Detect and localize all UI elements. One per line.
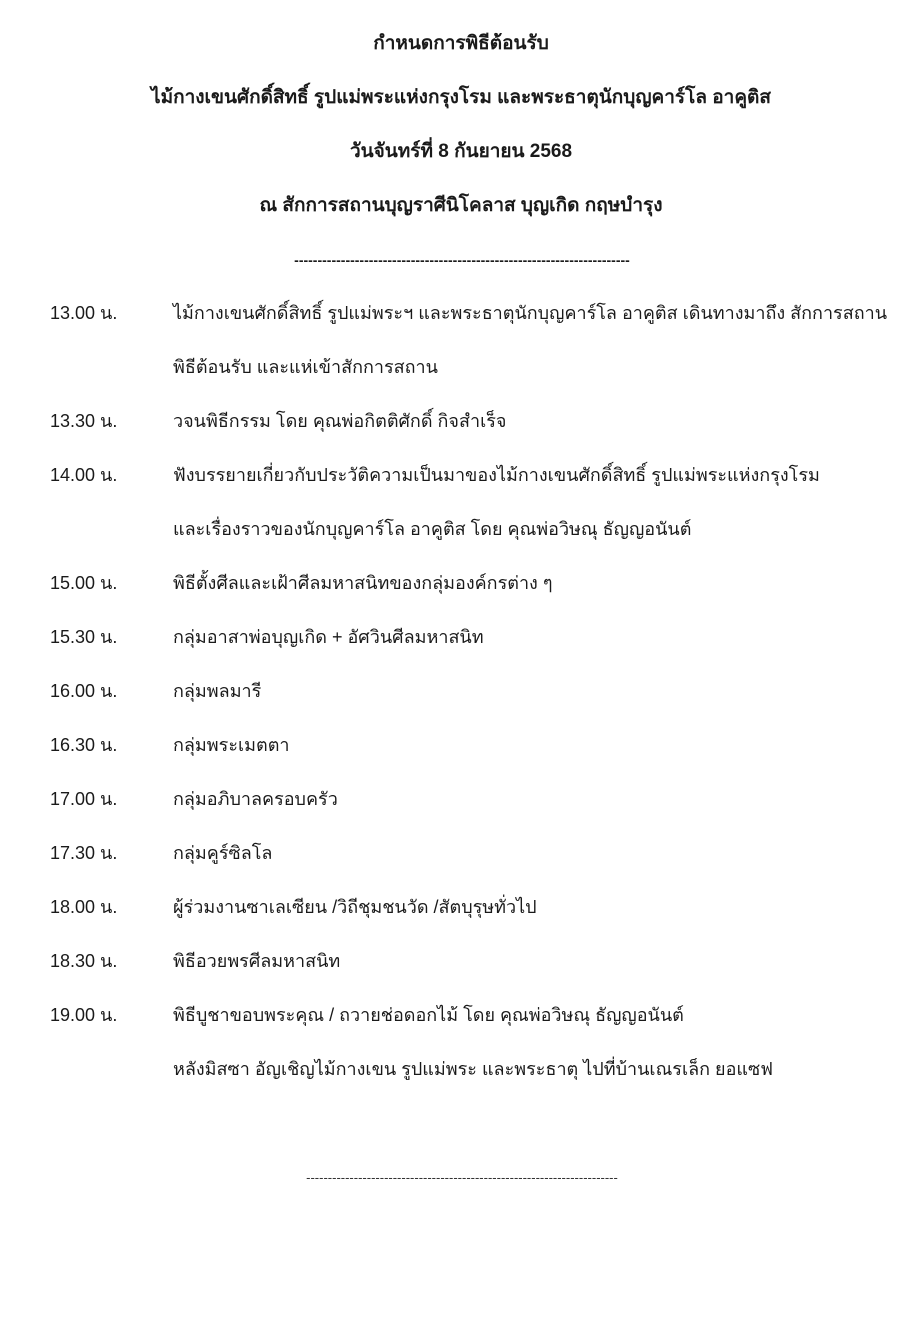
schedule-activity: ไม้กางเขนศักดิ์สิทธิ์ รูปแม่พระฯ และพระธาตุนักบุญคาร์โล อาคูติส เดินทางมาถึง สักการสถาน bbox=[173, 303, 888, 323]
schedule-activity: ผู้ร่วมงานซาเลเซียน /วิถีชุมชนวัด /สัตบุรุษทั่วไป bbox=[173, 897, 537, 917]
footer-divider: ------------------------------------------------------------------------ bbox=[306, 1170, 618, 1185]
document-title: กำหนดการพิธีต้อนรับ bbox=[373, 33, 549, 54]
schedule-activity: กลุ่มพลมารี bbox=[173, 681, 262, 701]
event-venue: ณ สักการสถานบุญราศีนิโคลาส บุญเกิด กฤษบำรุง bbox=[259, 195, 663, 216]
schedule-time: 16.30 น. bbox=[50, 735, 118, 755]
schedule-activity: วจนพิธีกรรม โดย คุณพ่อกิตติศักดิ์ กิจสำเร็จ bbox=[173, 411, 507, 431]
schedule-activity: กลุ่มคูร์ซิลโล bbox=[173, 843, 273, 863]
schedule-time: 16.00 น. bbox=[50, 681, 118, 701]
schedule-activity: กลุ่มอภิบาลครอบครัว bbox=[173, 789, 338, 809]
schedule-activity-continued: หลังมิสซา อัญเชิญไม้กางเขน รูปแม่พระ และพระธาตุ ไปที่บ้านเณรเล็ก ยอแซฟ bbox=[173, 1059, 773, 1079]
schedule-activity: กลุ่มพระเมตตา bbox=[173, 735, 290, 755]
schedule-activity: กลุ่มอาสาพ่อบุญเกิด + อัศวินศีลมหาสนิท bbox=[173, 627, 484, 647]
schedule-time: 18.00 น. bbox=[50, 897, 118, 917]
schedule-time: 17.30 น. bbox=[50, 843, 118, 863]
schedule-time: 13.00 น. bbox=[50, 303, 118, 323]
header-divider: ------------------------------------------------------------------------ bbox=[294, 252, 630, 268]
event-date: วันจันทร์ที่ 8 กันยายน 2568 bbox=[349, 141, 573, 162]
schedule-time: 15.30 น. bbox=[50, 627, 118, 647]
schedule-time: 15.00 น. bbox=[50, 573, 118, 593]
schedule-activity-continued: และเรื่องราวของนักบุญคาร์โล อาคูติส โดย คุณพ่อวิษณุ ธัญญอนันต์ bbox=[173, 519, 692, 539]
schedule-time: 18.30 น. bbox=[50, 951, 118, 971]
schedule-time: 13.30 น. bbox=[50, 411, 118, 431]
schedule-activity: พิธีอวยพรศีลมหาสนิท bbox=[173, 951, 341, 971]
schedule-activity: พิธีบูชาขอบพระคุณ / ถวายช่อดอกไม้ โดย คุณพ่อวิษณุ ธัญญอนันต์ bbox=[173, 1005, 684, 1025]
schedule-time: 14.00 น. bbox=[50, 465, 118, 485]
schedule-time: 19.00 น. bbox=[50, 1005, 118, 1025]
schedule-activity: ฟังบรรยายเกี่ยวกับประวัติความเป็นมาของไม้กางเขนศักดิ์สิทธิ์ รูปแม่พระแห่งกรุงโรม bbox=[173, 465, 820, 485]
schedule-time: 17.00 น. bbox=[50, 789, 118, 809]
schedule-activity: พิธีตั้งศีลและเฝ้าศีลมหาสนิทของกลุ่มองค์กรต่าง ๆ bbox=[173, 573, 553, 593]
document-subtitle: ไม้กางเขนศักดิ์สิทธิ์ รูปแม่พระแห่งกรุงโรม และพระธาตุนักบุญคาร์โล อาคูติส bbox=[151, 87, 771, 108]
schedule-activity-continued: พิธีต้อนรับ และแห่เข้าสักการสถาน bbox=[173, 357, 438, 377]
